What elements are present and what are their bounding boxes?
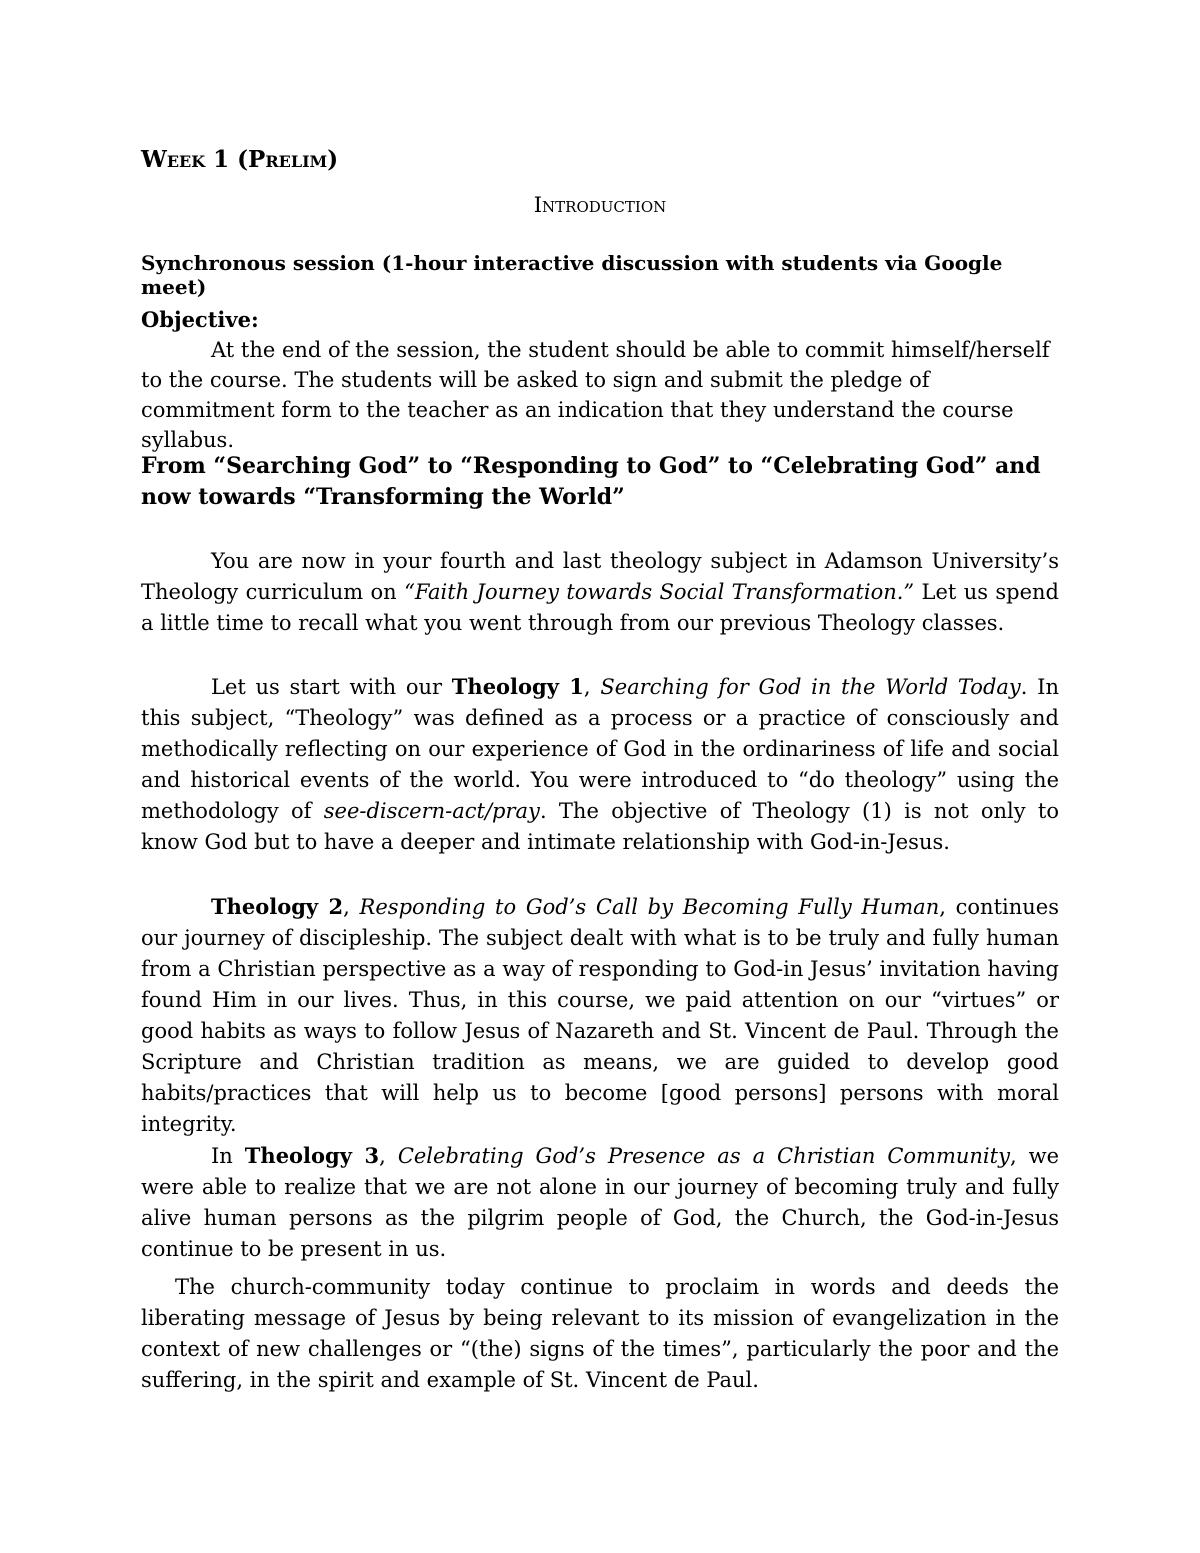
- p3-course-title: Responding to God’s Call by Becoming Fully Human: [359, 895, 940, 919]
- p3-theology-2: Theology 2: [211, 894, 344, 919]
- p2-theology-1: Theology 1: [451, 674, 584, 699]
- p2-text-3: . In this subject, “Theology” was defined as a process or a practice of consciously and methodically reflecting on our experience of God in the ordinariness of life and social and historical events of the world. You were introduced to “do theology” using the methodology of: [141, 675, 1059, 823]
- intro-title: Introduction: [533, 193, 667, 217]
- p2-methodology: see-discern-act/pray: [323, 799, 540, 823]
- p4-text-1: In: [211, 1144, 245, 1168]
- p3-text-2: , continues our journey of discipleship. The subject dealt with what is to be truly and fully human from a Christian perspective as a way of responding to God-in Jesus’ invitation having found Him in our lives. Thus, in this course, we paid attention on our “virtues” or good habits as ways to follow Jesus of Nazareth and St. Vincent de Paul. Through the Scripture and Christian tradition as means, we are guided to develop good habits/practices that will help us to become [good persons] persons with moral integrity.: [141, 895, 1059, 1136]
- p4-text-2: ,: [379, 1144, 398, 1168]
- p2-text-4: . The objective of Theology (1) is not only to know God but to have a deeper and intimate relationship with God-in-Jesus.: [141, 799, 1059, 854]
- week-title: Week 1 (Prelim): [141, 146, 339, 173]
- paragraph-theology-2: [141, 891, 1059, 1140]
- p3-text-1: ,: [343, 895, 360, 919]
- objective-text-body: At the end of the session, the student should be able to commit himself/herself to the course. The students will be asked to sign and submit the pledge of commitment form to the teacher as an indication that they understand the course syllabus.: [141, 338, 1050, 452]
- objective-label: Objective:: [141, 307, 259, 332]
- p2-text-2: ,: [583, 675, 601, 699]
- p1-text-1: You are now in your fourth and last theology subject in Adamson University’s Theology curriculum on: [141, 549, 1059, 604]
- synchronous-session-note: Synchronous session (1-hour interactive discussion with students via Google meet): [141, 251, 1003, 299]
- p5-text-1: The church-community today continue to proclaim in words and deeds the liberating message of Jesus by being relevant to its mission of evangelization in the context of new challenges or “(the) signs of the times”, particularly the poor and the suffering, in the spirit and example of St. Vincent de Paul.: [141, 1275, 1059, 1392]
- p1-text-2: Let us spend a little time to recall what you went through from our previous Theology classes.: [141, 580, 1059, 635]
- p4-text-3: , we were able to realize that we are not alone in our journey of becoming truly and fully alive human persons as the pilgrim people of God, the Church, the God-in-Jesus continue to be present in us.: [141, 1144, 1059, 1261]
- p2-text-1: Let us start with our: [211, 675, 452, 699]
- objective-text: [141, 335, 1059, 455]
- p2-course-title: Searching for God in the World Today: [600, 675, 1021, 699]
- paragraph-theology-3: [141, 1140, 1059, 1265]
- p1-course-title: “Faith Journey towards Social Transformation.”: [404, 580, 915, 604]
- paragraph-fourth-subject: [141, 546, 1059, 639]
- paragraph-theology-1: [141, 671, 1059, 858]
- p4-course-title: Celebrating God’s Presence as a Christian Community: [397, 1144, 1010, 1168]
- section-heading: From “Searching God” to “Responding to God” to “Celebrating God” and now towards “Transforming the World”: [141, 453, 1041, 510]
- p4-theology-3: Theology 3: [244, 1143, 380, 1168]
- paragraph-church-community: [141, 1272, 1059, 1396]
